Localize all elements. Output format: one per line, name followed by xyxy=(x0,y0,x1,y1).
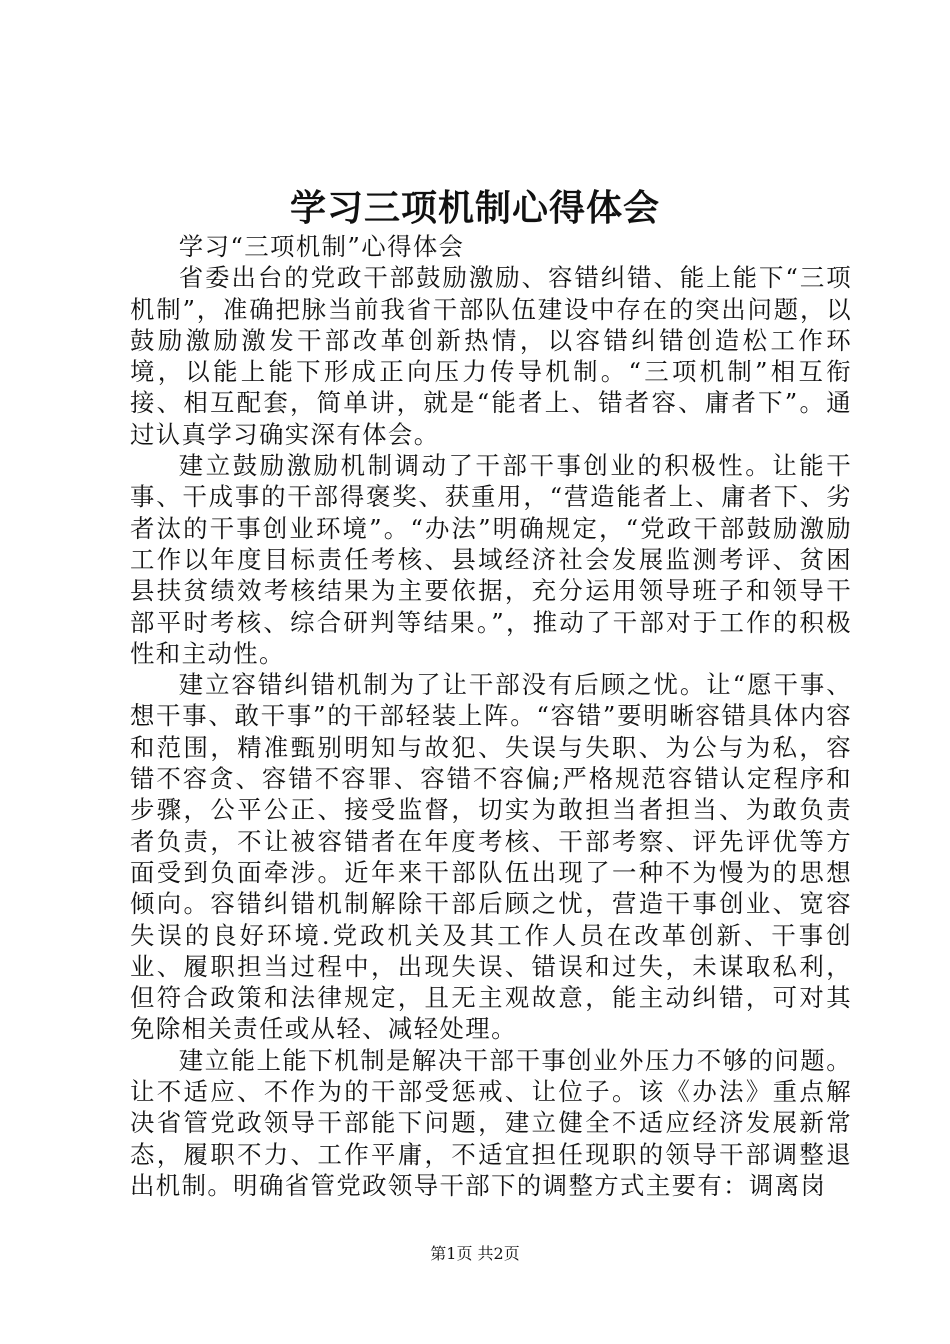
document-title: 学习三项机制心得体会 xyxy=(289,187,660,229)
paragraph-subtitle: 学习“三项机制”心得体会 xyxy=(178,232,465,261)
paragraph-incentive-mechanism: 建立鼓励激励机制调动了干部干事创业的积极性。让能干事、干成事的干部得褒奖、获重用，“营造能者上、庸者下、劣者汰的干事创业环境”。“办法”明确规定，“党政干部鼓励激励工作以年度目标责任考核、县域经济社会发展监测考评、贫困县扶贫绩效考核结果为主要依据，充分运用领导班子和领导干部平时考核、综合研判等结果。”，推动了干部对于工作的积极性和主动性。 xyxy=(130,451,852,668)
paragraph-error-tolerance-mechanism: 建立容错纠错机制为了让干部没有后顾之忧。让“愿干事、想干事、敢干事”的干部轻装上阵。“容错”要明晰容错具体内容和范围，精准甄别明知与故犯、失误与失职、为公与为私，容错不容贪、容错不容罪、容错不容偏;严格规范容错认定程序和步骤，公平公正、接受监督，切实为敢担当者担当、为敢负责者负责，不让被容错者在年度考核、干部考察、评先评优等方面受到负面牵涉。近年来干部队伍出现了一种不为慢为的思想倾向。容错纠错机制解除干部后顾之忧，营造干事创业、宽容失误的良好环境.党政机关及其工作人员在改革创新、干事创业、履职担当过程中，出现失误、错误和过失，未谋取私利，但符合政策和法律规定，且无主观故意，能主动纠错，可对其免除相关责任或从轻、减轻处理。 xyxy=(130,670,852,1044)
page-number-footer: 第1页 共2页 xyxy=(430,1244,520,1263)
paragraph-intro: 省委出台的党政干部鼓励激励、容错纠错、能上能下“三项机制”，准确把脉当前我省干部队伍建设中存在的突出问题，以鼓励激励激发干部改革创新热情，以容错纠错创造松工作环境，以能上能下形成正向压力传导机制。“三项机制”相互衔接、相互配套，简单讲，就是“能者上、错者容、庸者下”。通过认真学习确实深有体会。 xyxy=(130,263,852,449)
document-body xyxy=(130,231,852,1201)
paragraph-promotion-demotion-mechanism: 建立能上能下机制是解决干部干事创业外压力不够的问题。让不适应、不作为的干部受惩戒、让位子。该《办法》重点解决省管党政领导干部能下问题，建立健全不适应经济发展新常态，履职不力、工作平庸，不适宜担任现职的领导干部调整退出机制。明确省管党政领导干部下的调整方式主要有：调离岗 xyxy=(130,1045,852,1200)
